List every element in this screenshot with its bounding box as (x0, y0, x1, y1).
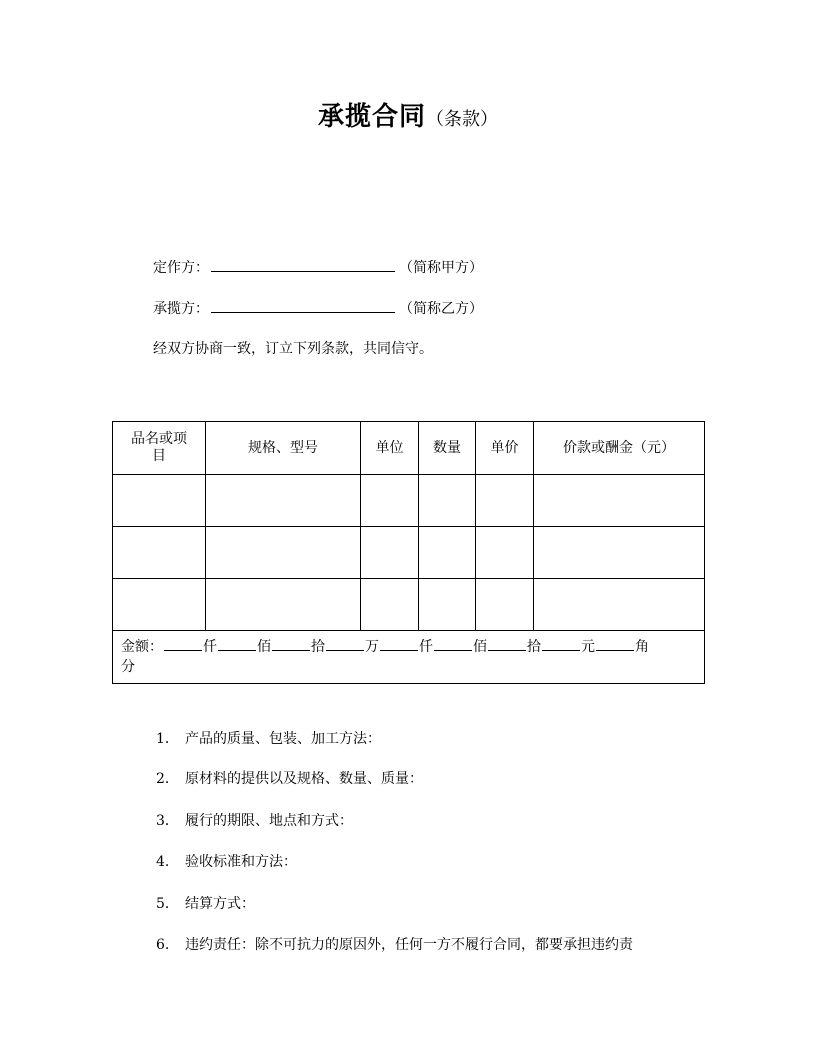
table-cell[interactable] (113, 527, 206, 579)
table-cell[interactable] (419, 475, 476, 527)
table-cell[interactable] (361, 475, 419, 527)
table-row (113, 579, 705, 631)
amount-blank[interactable] (164, 637, 202, 651)
clause-text: 违约责任：除不可抗力的原因外，任何一方不履行合同，都要承担违约责 (185, 937, 633, 953)
clause-1 (156, 730, 381, 748)
amount-label: 金额： (121, 639, 163, 655)
contractor-label: 承揽方： (153, 301, 209, 317)
table-cell[interactable] (534, 527, 705, 579)
client-line (153, 257, 483, 277)
table-cell[interactable] (476, 579, 534, 631)
table-cell[interactable] (206, 527, 361, 579)
amount-unit: 万 (365, 639, 379, 655)
amount-unit: 拾 (527, 639, 541, 655)
header-item-name (113, 422, 206, 475)
table-cell[interactable] (206, 579, 361, 631)
amount-unit: 佰 (257, 639, 271, 655)
clause-text: 验收标准和方法： (185, 854, 297, 870)
table-cell[interactable] (113, 475, 206, 527)
table-row (113, 527, 705, 579)
clause-number: 2． (156, 771, 179, 787)
amount-unit: 仟 (203, 639, 217, 655)
title-sub: （条款） (426, 109, 498, 130)
amount-blank[interactable] (434, 637, 472, 651)
clause-text: 产品的质量、包装、加工方法： (185, 731, 381, 747)
table-cell[interactable] (419, 579, 476, 631)
client-name-field[interactable] (211, 257, 395, 272)
clause-text: 履行的期限、地点和方式： (185, 813, 353, 829)
contractor-line (153, 298, 483, 318)
clause-number: 5． (156, 896, 179, 912)
amount-unit-last: 分 (121, 659, 135, 675)
header-unit-price: 单价 (476, 422, 534, 475)
amount-blank[interactable] (272, 637, 310, 651)
clause-5 (156, 895, 255, 913)
clause-text: 结算方式： (185, 896, 255, 912)
amount-blank[interactable] (488, 637, 526, 651)
header-quantity: 数量 (419, 422, 476, 475)
amount-blank[interactable] (218, 637, 256, 651)
clause-3 (156, 812, 353, 830)
table-header-row (113, 422, 705, 475)
title-main: 承揽合同 (317, 102, 426, 132)
amount-row (113, 631, 705, 684)
header-total-price: 价款或酬金（元） (534, 422, 705, 475)
clause-6 (156, 936, 633, 954)
amount-unit: 仟 (419, 639, 433, 655)
contractor-name-field[interactable] (211, 298, 395, 313)
table-cell[interactable] (361, 579, 419, 631)
table-row (113, 475, 705, 527)
amount-blank[interactable] (596, 637, 634, 651)
clause-number: 1． (156, 731, 179, 747)
table-cell[interactable] (361, 527, 419, 579)
clause-number: 6． (156, 937, 179, 953)
clause-4 (156, 853, 297, 871)
header-item-name-line1: 品名或项 (131, 431, 187, 447)
table-cell[interactable] (476, 475, 534, 527)
table-cell[interactable] (476, 527, 534, 579)
amount-blank[interactable] (326, 637, 364, 651)
table-cell[interactable] (534, 475, 705, 527)
clause-number: 3． (156, 813, 179, 829)
header-spec: 规格、型号 (206, 422, 361, 475)
amount-unit: 元 (581, 639, 595, 655)
agreement-text: 经双方协商一致，订立下列条款，共同信守。 (153, 341, 433, 357)
clause-number: 4． (156, 854, 179, 870)
contractor-suffix: （简称乙方） (399, 301, 483, 317)
amount-cell (113, 631, 705, 684)
clause-text: 原材料的提供以及规格、数量、质量： (185, 771, 423, 787)
amount-blank[interactable] (542, 637, 580, 651)
client-label: 定作方： (153, 260, 209, 276)
header-unit: 单位 (361, 422, 419, 475)
clause-2 (156, 770, 423, 788)
amount-unit: 佰 (473, 639, 487, 655)
amount-unit: 拾 (311, 639, 325, 655)
amount-blank[interactable] (380, 637, 418, 651)
header-item-name-line2: 目 (152, 448, 166, 464)
table-cell[interactable] (419, 527, 476, 579)
items-table (112, 421, 705, 684)
table-cell[interactable] (534, 579, 705, 631)
table-cell[interactable] (206, 475, 361, 527)
client-suffix: （简称甲方） (399, 260, 483, 276)
amount-unit: 角 (635, 639, 649, 655)
document-title (0, 96, 816, 133)
table-cell[interactable] (113, 579, 206, 631)
